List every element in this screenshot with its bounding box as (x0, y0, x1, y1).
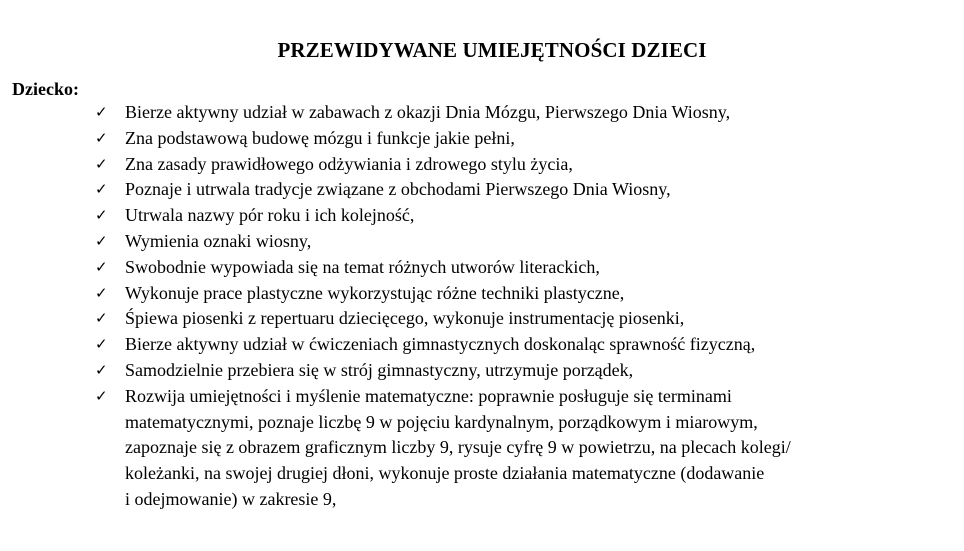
checkmark-icon: ✓ (95, 335, 108, 354)
list-item-line: koleżanki, na swojej drugiej dłoni, wykonuje proste działania matematyczne (dodawanie (125, 463, 765, 484)
checkmark-icon: ✓ (95, 283, 108, 302)
list-item (0, 332, 964, 358)
list-item (0, 255, 964, 281)
checkmark-icon: ✓ (95, 386, 108, 405)
list-item-text: Bierze aktywny udział w ćwiczeniach gimnastycznych doskonaląc sprawność fizyczną, (125, 334, 756, 355)
list-item-text: Zna podstawową budowę mózgu i funkcje jakie pełni, (125, 127, 515, 148)
checkmark-icon: ✓ (95, 231, 108, 250)
page-title: PRZEWIDYWANE UMIEJĘTNOŚCI DZIECI (277, 38, 707, 62)
list-item-line: Rozwija umiejętności i myślenie matematyczne: poprawnie posługuje się terminami (125, 385, 732, 406)
list-item-text: Poznaje i utrwala tradycje związane z obchodami Pierwszego Dnia Wiosny, (125, 179, 671, 200)
list-item-text: Bierze aktywny udział w zabawach z okazji Dnia Mózgu, Pierwszego Dnia Wiosny, (125, 102, 731, 122)
checkmark-icon: ✓ (95, 309, 108, 328)
list-item (0, 358, 964, 384)
list-item-text: Śpiewa piosenki z repertuaru dziecięcego, wykonuje instrumentację piosenki, (125, 308, 685, 329)
list-item-text: Utrwala nazwy pór roku i ich kolejność, (125, 205, 415, 226)
list-item (0, 152, 964, 178)
skills-list (0, 100, 964, 513)
checkmark-icon: ✓ (95, 180, 108, 199)
list-item-line: zapoznaje się z obrazem graficznym liczby 9, rysuje cyfrę 9 w powietrzu, na plecach kolegi/ (125, 437, 791, 458)
list-item-text: Swobodnie wypowiada się na temat różnych utworów literackich, (125, 256, 600, 277)
checkmark-icon: ✓ (95, 257, 108, 276)
list-item (0, 281, 964, 307)
checkmark-icon: ✓ (95, 103, 108, 121)
checkmark-icon: ✓ (95, 128, 108, 147)
list-item (0, 384, 964, 513)
list-item-text: Wykonuje prace plastyczne wykorzystując różne techniki plastyczne, (125, 282, 625, 303)
subject-label: Dziecko: (12, 79, 79, 99)
list-item (0, 126, 964, 152)
checkmark-icon: ✓ (95, 360, 108, 379)
list-item-text: Samodzielnie przebiera się w strój gimnastyczny, utrzymuje porządek, (125, 359, 634, 380)
checkmark-icon: ✓ (95, 154, 108, 173)
list-item (0, 229, 964, 255)
list-item-text: Wymienia oznaki wiosny, (125, 230, 312, 251)
list-item (0, 203, 964, 229)
list-item-line: matematycznymi, poznaje liczbę 9 w pojęciu kardynalnym, porządkowym i miarowym, (125, 411, 758, 432)
list-item-line: i odejmowanie) w zakresie 9, (125, 488, 337, 509)
list-item (0, 306, 964, 332)
checkmark-icon: ✓ (95, 206, 108, 225)
list-item-text: Zna zasady prawidłowego odżywiania i zdrowego stylu życia, (125, 153, 573, 174)
list-item (0, 177, 964, 203)
list-item (0, 100, 964, 126)
